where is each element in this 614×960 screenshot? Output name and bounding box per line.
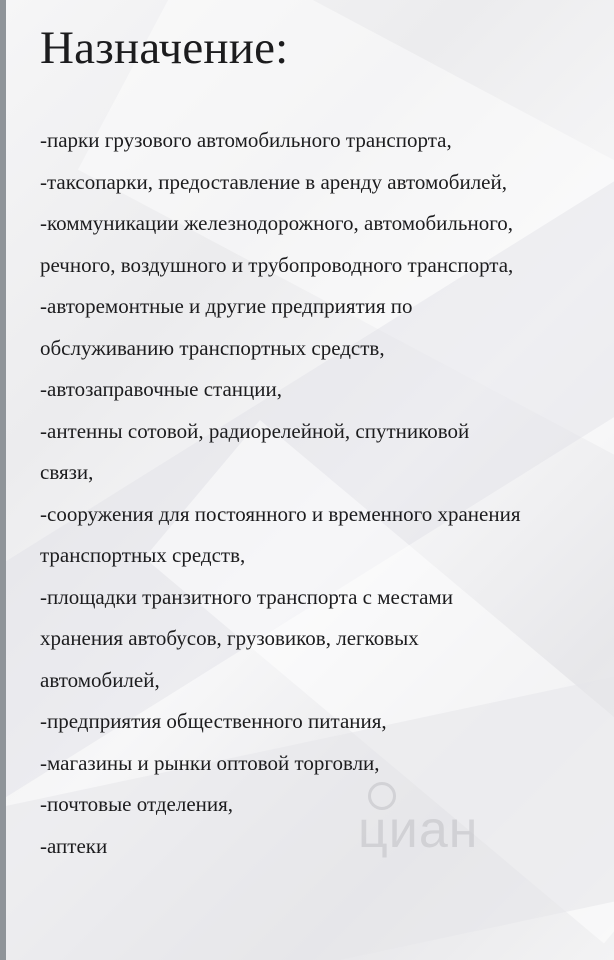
- list-line: -магазины и рынки оптовой торговли,: [40, 750, 380, 775]
- left-edge-stripe: [0, 0, 6, 960]
- list-line: -предприятия общественного питания,: [40, 709, 387, 733]
- list-line: -таксопарки, предоставление в аренду автомобилей,: [40, 169, 507, 194]
- list-line: транспортных средств,: [40, 543, 246, 567]
- list-line: автомобилей,: [40, 667, 160, 692]
- list-line: -почтовые отделения,: [40, 792, 234, 816]
- list-line: -площадки транзитного транспорта с местами: [40, 584, 453, 609]
- list-line: хранения автобусов, грузовиков, легковых: [40, 626, 419, 650]
- purpose-list: [40, 120, 606, 867]
- list-line: -коммуникации железнодорожного, автомобильного,: [40, 211, 514, 235]
- list-line: -сооружения для постоянного и временного хранения: [40, 501, 521, 526]
- document-content: [40, 20, 606, 883]
- list-line: -авторемонтные и другие предприятия по: [40, 294, 413, 318]
- list-line: -парки грузового автомобильного транспорта,: [40, 128, 452, 152]
- list-line: -автозаправочные станции,: [40, 377, 282, 401]
- list-line: обслуживанию транспортных средств,: [40, 335, 385, 360]
- watermark-text: циан: [358, 801, 479, 859]
- list-line: речного, воздушного и трубопроводного транспорта,: [40, 252, 514, 277]
- list-line: -аптеки: [40, 833, 108, 858]
- page-title: Назначение:: [40, 22, 289, 74]
- list-line: связи,: [40, 460, 94, 484]
- list-line: -антенны сотовой, радиорелейной, спутниковой: [40, 418, 470, 443]
